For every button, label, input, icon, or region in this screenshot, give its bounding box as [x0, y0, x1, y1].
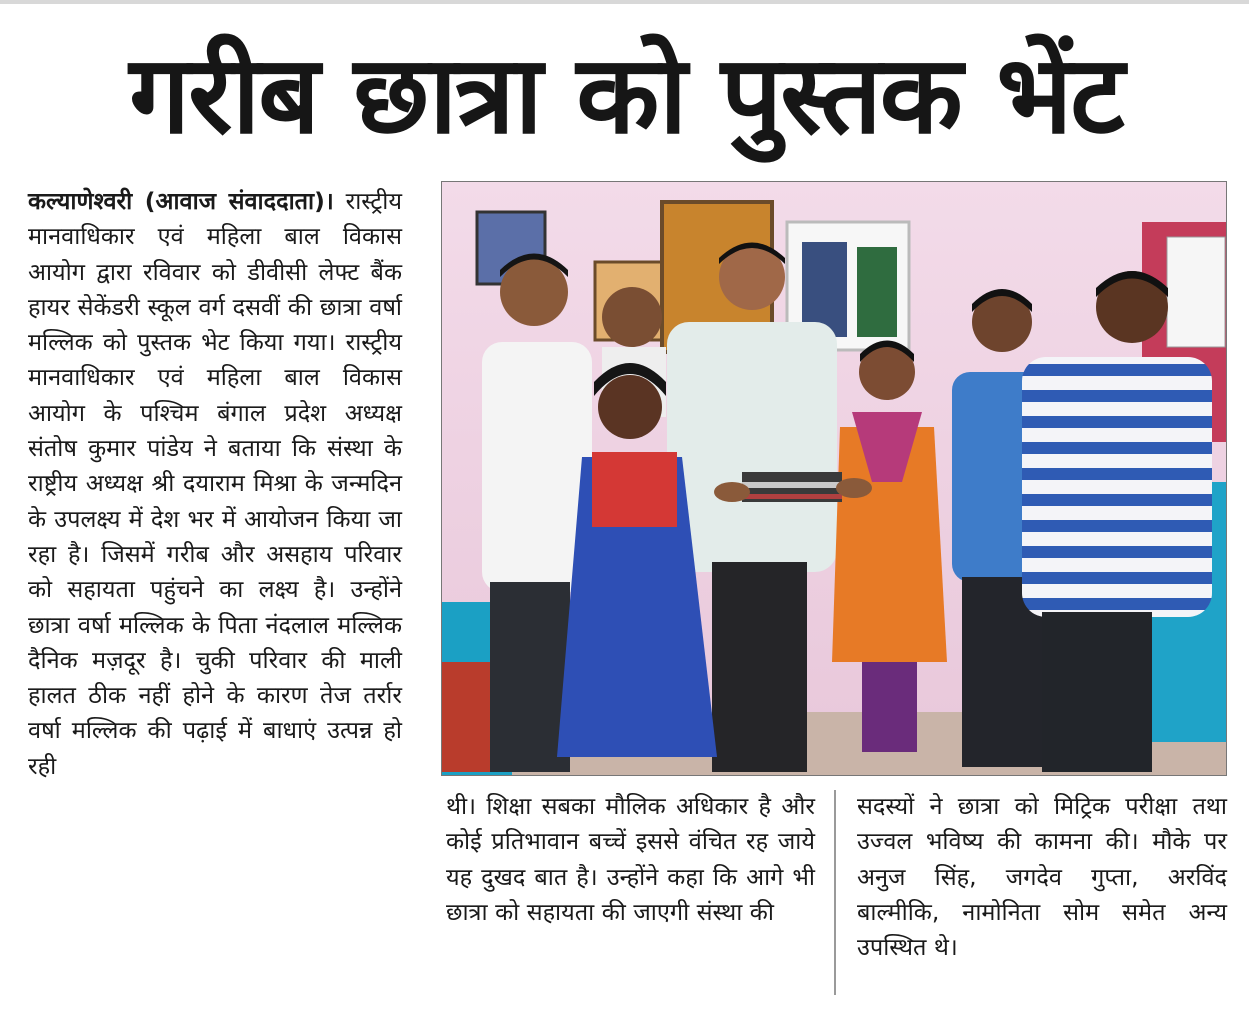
article-column-right — [857, 789, 1227, 965]
dateline: कल्याणेश्वरी (आवाज संवाददाता)। — [28, 187, 334, 215]
column-divider — [834, 790, 836, 995]
article-column-middle — [446, 789, 815, 930]
news-photo — [441, 181, 1227, 776]
top-rule — [0, 0, 1249, 4]
article-text-right: सदस्यों ने छात्रा को मिट्रिक परीक्षा तथा उज्वल भविष्य की कामना की। मौके पर अनुज सिंह, जगदेव गुप्ता, अरविंद बाल्मीकि, नामोनिता सोम समेत अन्य उपस्थित थे। — [857, 792, 1227, 962]
news-photo-illustration — [442, 182, 1227, 776]
article-text-middle: थी। शिक्षा सबका मौलिक अधिकार है और कोई प्रतिभावान बच्चें इससे वंचित रह जाये यह दुखद बात है। उन्होंने कहा कि आगे भी छात्रा को सहायता की जाएगी संस्था की — [446, 792, 815, 926]
article-text-left: रास्ट्रीय मानवाधिकार एवं महिला बाल विकास आयोग द्वारा रविवार को डीवीसी लेफ्ट बैंक हायर सेकेंडरी स्कूल वर्ग दसवीं की छात्रा वर्षा मल्लिक को पुस्तक भेट किया गया। रास्ट्रीय मानवाधिकार एवं महिला बाल विकास आयोग के पश्चिम बंगाल प्रदेश अध्यक्ष संतोष कुमार पांडेय ने बताया कि संस्था के राष्ट्रीय अध्यक्ष श्री दयाराम मिश्रा के जन्मदिन के उपलक्ष्य में देश भर में आयोजन किया जा रहा है। जिसमें गरीब और असहाय परिवार को सहायता पहुंचने का लक्ष्य है। उन्होंने छात्रा वर्षा मल्लिक के पिता नंदलाल मल्लिक दैनिक मज़दूर है। चुकी परिवार की माली हालत ठीक नहीं होने के कारण तेज तर्रार वर्षा मल्लिक की पढ़ाई में बाधाएं उत्पन्न हो रही — [28, 187, 402, 780]
article-column-left — [28, 184, 402, 784]
headline: गरीब छात्रा को पुस्तक भेंट — [129, 33, 1123, 158]
